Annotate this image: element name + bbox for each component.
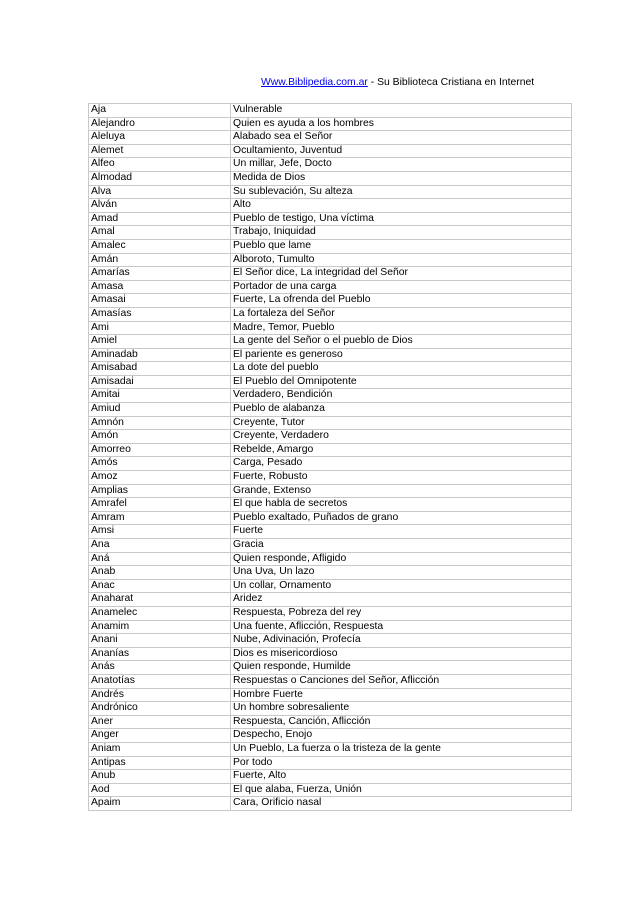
name-cell: Anani	[89, 634, 231, 648]
name-cell: Amán	[89, 253, 231, 267]
table-row	[89, 797, 572, 811]
table-row	[89, 362, 572, 376]
meaning-cell: Respuesta, Canción, Aflicción	[231, 715, 572, 729]
table-row	[89, 389, 572, 403]
table-row	[89, 239, 572, 253]
table-row	[89, 104, 572, 118]
name-cell: Ana	[89, 539, 231, 553]
table-row	[89, 131, 572, 145]
meaning-cell: Verdadero, Bendición	[231, 389, 572, 403]
meaning-cell: Su sublevación, Su alteza	[231, 185, 572, 199]
meaning-cell: El que alaba, Fuerza, Unión	[231, 783, 572, 797]
name-cell: Alván	[89, 199, 231, 213]
table-row	[89, 661, 572, 675]
table-row	[89, 606, 572, 620]
meaning-cell: Grande, Extenso	[231, 484, 572, 498]
name-cell: Amisabad	[89, 362, 231, 376]
table-row	[89, 498, 572, 512]
name-cell: Amitai	[89, 389, 231, 403]
table-row	[89, 634, 572, 648]
table-row	[89, 144, 572, 158]
table-row	[89, 647, 572, 661]
table-row	[89, 294, 572, 308]
table-row	[89, 416, 572, 430]
name-cell: Amad	[89, 212, 231, 226]
meaning-cell: El que habla de secretos	[231, 498, 572, 512]
meaning-cell: Por todo	[231, 756, 572, 770]
table-row	[89, 593, 572, 607]
meaning-cell: Respuestas o Canciones del Señor, Aflicción	[231, 674, 572, 688]
name-cell: Amplias	[89, 484, 231, 498]
meaning-cell: Creyente, Verdadero	[231, 430, 572, 444]
table-row	[89, 471, 572, 485]
table-row	[89, 185, 572, 199]
meaning-cell: Fuerte	[231, 525, 572, 539]
name-cell: Anab	[89, 566, 231, 580]
name-cell: Amsi	[89, 525, 231, 539]
table-row	[89, 484, 572, 498]
name-cell: Anás	[89, 661, 231, 675]
name-cell: Anac	[89, 579, 231, 593]
name-cell: Ami	[89, 321, 231, 335]
table-row	[89, 702, 572, 716]
meaning-cell: Pueblo que lame	[231, 239, 572, 253]
meaning-cell: Un Pueblo, La fuerza o la tristeza de la gente	[231, 742, 572, 756]
header-line	[261, 76, 534, 90]
table-row	[89, 212, 572, 226]
table-row	[89, 199, 572, 213]
name-cell: Amalec	[89, 239, 231, 253]
site-link[interactable]: Www.Biblipedia.com.ar	[261, 77, 368, 88]
name-cell: Amal	[89, 226, 231, 240]
name-cell: Amrafel	[89, 498, 231, 512]
name-cell: Andrónico	[89, 702, 231, 716]
table-row	[89, 171, 572, 185]
meaning-cell: Pueblo exaltado, Puñados de grano	[231, 511, 572, 525]
table-row	[89, 457, 572, 471]
meaning-cell: La dote del pueblo	[231, 362, 572, 376]
meaning-cell: Vulnerable	[231, 104, 572, 118]
name-cell: Amiel	[89, 335, 231, 349]
meaning-cell: Fuerte, La ofrenda del Pueblo	[231, 294, 572, 308]
meaning-cell: La gente del Señor o el pueblo de Dios	[231, 335, 572, 349]
meaning-cell: Madre, Temor, Pueblo	[231, 321, 572, 335]
table-row	[89, 307, 572, 321]
table-row	[89, 430, 572, 444]
meaning-cell: Aridez	[231, 593, 572, 607]
meaning-cell: Fuerte, Robusto	[231, 471, 572, 485]
name-cell: Amoz	[89, 471, 231, 485]
table-row	[89, 321, 572, 335]
name-cell: Amón	[89, 430, 231, 444]
table-row	[89, 226, 572, 240]
table-row	[89, 525, 572, 539]
name-cell: Aner	[89, 715, 231, 729]
name-cell: Alejandro	[89, 117, 231, 131]
meaning-cell: Respuesta, Pobreza del rey	[231, 606, 572, 620]
table-row	[89, 158, 572, 172]
name-cell: Anaharat	[89, 593, 231, 607]
table-row	[89, 511, 572, 525]
meaning-cell: Portador de una carga	[231, 280, 572, 294]
table-row	[89, 267, 572, 281]
name-cell: Apaim	[89, 797, 231, 811]
meaning-cell: Rebelde, Amargo	[231, 443, 572, 457]
table-row	[89, 375, 572, 389]
meaning-cell: Un collar, Ornamento	[231, 579, 572, 593]
table-row	[89, 770, 572, 784]
table-row	[89, 729, 572, 743]
name-cell: Aminadab	[89, 348, 231, 362]
table-row	[89, 783, 572, 797]
name-cell: Amasai	[89, 294, 231, 308]
name-cell: Amnón	[89, 416, 231, 430]
meaning-cell: Trabajo, Iniquidad	[231, 226, 572, 240]
meaning-cell: Nube, Adivinación, Profecía	[231, 634, 572, 648]
table-row	[89, 756, 572, 770]
name-cell: Anatotías	[89, 674, 231, 688]
names-meaning-table	[88, 103, 572, 811]
name-cell: Amorreo	[89, 443, 231, 457]
name-cell: Aleluya	[89, 131, 231, 145]
site-tagline: - Su Biblioteca Cristiana en Internet	[367, 77, 535, 88]
meaning-cell: Despecho, Enojo	[231, 729, 572, 743]
name-cell: Andrés	[89, 688, 231, 702]
meaning-cell: Ocultamiento, Juventud	[231, 144, 572, 158]
table-row	[89, 253, 572, 267]
name-cell: Antipas	[89, 756, 231, 770]
table-row	[89, 335, 572, 349]
name-cell: Aod	[89, 783, 231, 797]
meaning-cell: Dios es misericordioso	[231, 647, 572, 661]
table-row	[89, 579, 572, 593]
table-row	[89, 552, 572, 566]
meaning-cell: Quien responde, Afligido	[231, 552, 572, 566]
meaning-cell: Una fuente, Aflicción, Respuesta	[231, 620, 572, 634]
name-cell: Amasa	[89, 280, 231, 294]
meaning-cell: Creyente, Tutor	[231, 416, 572, 430]
table-row	[89, 403, 572, 417]
table-row	[89, 348, 572, 362]
meaning-cell: Una Uva, Un lazo	[231, 566, 572, 580]
meaning-cell: El pariente es generoso	[231, 348, 572, 362]
meaning-cell: Fuerte, Alto	[231, 770, 572, 784]
meaning-cell: Alboroto, Tumulto	[231, 253, 572, 267]
name-cell: Alemet	[89, 144, 231, 158]
meaning-cell: Pueblo de alabanza	[231, 403, 572, 417]
table-row	[89, 539, 572, 553]
name-cell: Ananías	[89, 647, 231, 661]
table-row	[89, 117, 572, 131]
table-row	[89, 280, 572, 294]
name-cell: Alfeo	[89, 158, 231, 172]
name-cell: Amisadai	[89, 375, 231, 389]
meaning-cell: Cara, Orificio nasal	[231, 797, 572, 811]
meaning-cell: Medida de Dios	[231, 171, 572, 185]
meaning-cell: El Pueblo del Omnipotente	[231, 375, 572, 389]
table-row	[89, 674, 572, 688]
table-row	[89, 715, 572, 729]
table-row	[89, 742, 572, 756]
meaning-cell: Pueblo de testigo, Una víctima	[231, 212, 572, 226]
meaning-cell: El Señor dice, La integridad del Señor	[231, 267, 572, 281]
name-cell: Aniam	[89, 742, 231, 756]
meaning-cell: Alto	[231, 199, 572, 213]
meaning-cell: Quien es ayuda a los hombres	[231, 117, 572, 131]
meaning-cell: Carga, Pesado	[231, 457, 572, 471]
meaning-cell: Hombre Fuerte	[231, 688, 572, 702]
meaning-cell: Alabado sea el Señor	[231, 131, 572, 145]
name-cell: Anger	[89, 729, 231, 743]
name-cell: Amasías	[89, 307, 231, 321]
name-cell: Anamelec	[89, 606, 231, 620]
name-cell: Amarías	[89, 267, 231, 281]
name-cell: Amiud	[89, 403, 231, 417]
name-cell: Aja	[89, 104, 231, 118]
table-row	[89, 620, 572, 634]
meaning-cell: Gracia	[231, 539, 572, 553]
name-cell: Amram	[89, 511, 231, 525]
meaning-cell: Quien responde, Humilde	[231, 661, 572, 675]
name-cell: Alva	[89, 185, 231, 199]
name-cell: Anamim	[89, 620, 231, 634]
meaning-cell: Un hombre sobresaliente	[231, 702, 572, 716]
name-cell: Aná	[89, 552, 231, 566]
name-cell: Anub	[89, 770, 231, 784]
table-body	[89, 104, 572, 811]
table-row	[89, 688, 572, 702]
name-cell: Almodad	[89, 171, 231, 185]
table-row	[89, 443, 572, 457]
meaning-cell: La fortaleza del Señor	[231, 307, 572, 321]
name-cell: Amós	[89, 457, 231, 471]
meaning-cell: Un millar, Jefe, Docto	[231, 158, 572, 172]
table-row	[89, 566, 572, 580]
